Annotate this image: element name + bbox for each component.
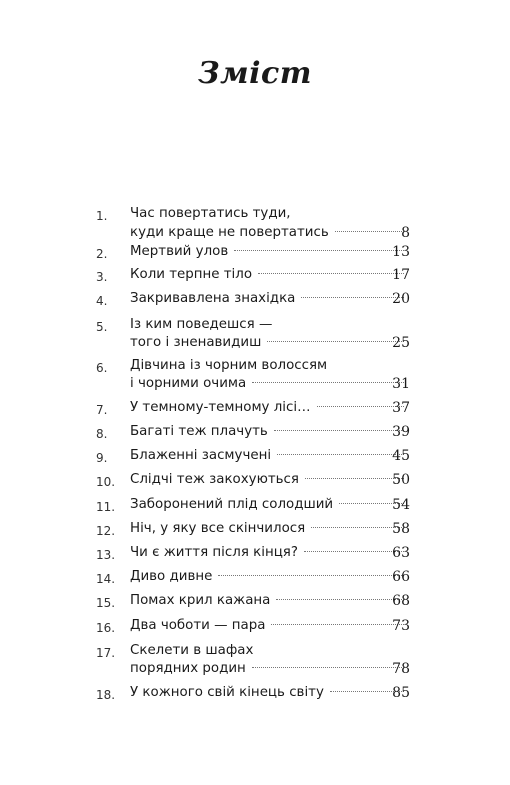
chapter-title-line: Блаженні засмучені bbox=[130, 448, 272, 463]
chapter-number: 1. bbox=[96, 209, 108, 223]
chapter-title-line: Багаті теж плачуть bbox=[130, 424, 268, 439]
dot-leader bbox=[277, 454, 404, 455]
chapter-title-line: і чорними очима bbox=[130, 376, 247, 391]
chapter-number: 17. bbox=[96, 646, 116, 660]
chapter-number: 15. bbox=[96, 596, 116, 610]
chapter-number: 13. bbox=[96, 548, 116, 562]
page-number: 68 bbox=[392, 593, 410, 609]
dot-leader bbox=[267, 341, 404, 342]
chapter-title-line: Скелети в шафах bbox=[130, 643, 254, 658]
chapter-number: 5. bbox=[96, 320, 108, 334]
page-number: 31 bbox=[392, 376, 410, 392]
chapter-title-line: Дівчина із чорним волоссям bbox=[130, 358, 328, 373]
dot-leader bbox=[304, 551, 404, 552]
chapter-number: 12. bbox=[96, 524, 116, 538]
dot-leader bbox=[305, 478, 404, 479]
page-number: 39 bbox=[392, 424, 410, 440]
page-number: 37 bbox=[392, 400, 410, 416]
page-number: 66 bbox=[392, 569, 410, 585]
chapter-title-line: куди краще не повертатись bbox=[130, 225, 329, 240]
chapter-title-line: Ніч, у яку все скінчилося bbox=[130, 521, 306, 536]
page-number: 50 bbox=[392, 472, 410, 488]
dot-leader bbox=[274, 430, 404, 431]
page-number: 20 bbox=[392, 291, 410, 307]
page-number: 25 bbox=[392, 335, 410, 351]
chapter-title-line: Закривавлена знахідка bbox=[130, 291, 296, 306]
chapter-number: 7. bbox=[96, 403, 108, 417]
chapter-number: 4. bbox=[96, 294, 108, 308]
dot-leader bbox=[252, 667, 404, 668]
chapter-number: 16. bbox=[96, 621, 116, 635]
chapter-title-line: Мертвий улов bbox=[130, 244, 229, 259]
dot-leader bbox=[311, 527, 404, 528]
page-number: 85 bbox=[392, 685, 410, 701]
chapter-title-line: Помах крил кажана bbox=[130, 593, 271, 608]
chapter-title-line: Заборонений плід солодший bbox=[130, 497, 334, 512]
chapter-number: 10. bbox=[96, 475, 116, 489]
chapter-number: 8. bbox=[96, 427, 108, 441]
page-number: 45 bbox=[392, 448, 410, 464]
dot-leader bbox=[271, 624, 404, 625]
page-number: 63 bbox=[392, 545, 410, 561]
chapter-title-line: Диво дивне bbox=[130, 569, 213, 584]
chapter-number: 11. bbox=[96, 500, 116, 514]
chapter-title-line: У кожного свій кінець світу bbox=[130, 685, 324, 700]
page-number: 54 bbox=[392, 497, 410, 513]
chapter-title-line: Коли терпне тіло bbox=[130, 267, 253, 282]
dot-leader bbox=[276, 599, 404, 600]
chapter-number: 18. bbox=[96, 688, 116, 702]
chapter-number: 14. bbox=[96, 572, 116, 586]
chapter-title-line: Два чоботи — пара bbox=[130, 618, 266, 633]
page-number: 13 bbox=[392, 244, 410, 260]
page-number: 78 bbox=[392, 661, 410, 677]
page-title: Зміст bbox=[197, 56, 313, 91]
page-number: 17 bbox=[392, 267, 410, 283]
chapter-title-line: того і зненавидиш bbox=[130, 335, 262, 350]
dot-leader bbox=[218, 575, 404, 576]
dot-leader bbox=[234, 250, 404, 251]
chapter-number: 9. bbox=[96, 451, 108, 465]
chapter-title-line: Слідчі теж закохуються bbox=[130, 472, 299, 487]
dot-leader bbox=[252, 382, 404, 383]
chapter-title-line: Чи є життя після кінця? bbox=[130, 545, 298, 560]
dot-leader bbox=[317, 406, 405, 407]
chapter-number: 2. bbox=[96, 247, 108, 261]
chapter-title-line: У темному-темному лісі… bbox=[130, 400, 311, 415]
dot-leader bbox=[335, 231, 404, 232]
chapter-title-line: порядних родин bbox=[130, 661, 246, 676]
page-number: 73 bbox=[392, 618, 410, 634]
chapter-number: 6. bbox=[96, 361, 108, 375]
page-number: 58 bbox=[392, 521, 410, 537]
chapter-title-line: Із ким поведешся — bbox=[130, 317, 273, 332]
dot-leader bbox=[301, 297, 404, 298]
dot-leader bbox=[258, 273, 404, 274]
chapter-number: 3. bbox=[96, 270, 108, 284]
page-number: 8 bbox=[401, 225, 410, 241]
chapter-title-line: Час повертатись туди, bbox=[130, 206, 291, 221]
